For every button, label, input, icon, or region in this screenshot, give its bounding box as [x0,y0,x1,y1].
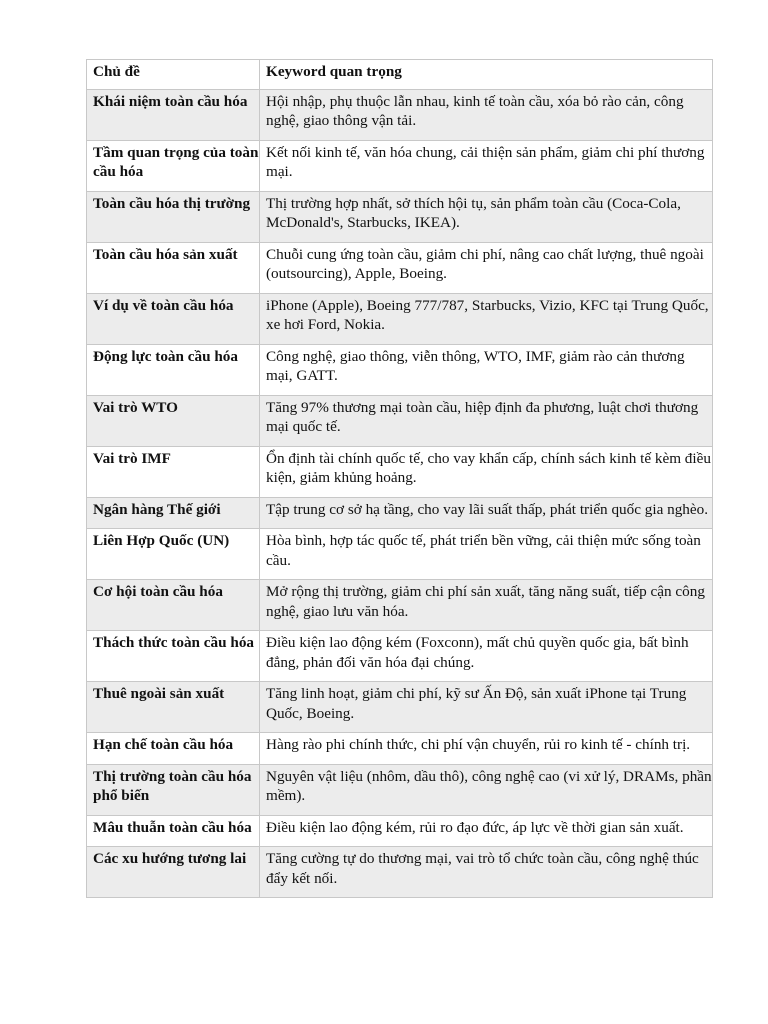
table-row [87,580,713,631]
table-row [87,847,713,898]
table-row [87,631,713,682]
keywords-cell [260,446,713,497]
keywords-cell [260,815,713,847]
table-row [87,733,713,765]
keywords-cell [260,242,713,293]
keywords-cell [260,293,713,344]
table-row [87,344,713,395]
keywords-cell [260,529,713,580]
table-row [87,446,713,497]
topic-text: Vai trò IMF [93,449,171,467]
topic-text: Động lực toàn cầu hóa [93,347,238,365]
keywords-cell [260,140,713,191]
table-row [87,140,713,191]
keywords-text: Nguyên vật liệu (nhôm, dầu thô), công nghệ cao (vi xử lý, DRAMs, phần mềm). [266,767,712,804]
topic-cell [87,344,260,395]
keywords-text: Tăng linh hoạt, giảm chi phí, kỹ sư Ấn Độ, sản xuất iPhone tại Trung Quốc, Boeing. [266,685,687,722]
keywords-cell [260,89,713,140]
keywords-cell [260,497,713,529]
table-row [87,764,713,815]
topic-text: Các xu hướng tương lai [93,850,247,867]
keywords-text: Tăng 97% thương mại toàn cầu, hiệp định đa phương, luật chơi thương mại quốc tế. [266,398,699,435]
topic-cell [87,89,260,140]
keywords-cell [260,191,713,242]
topic-cell [87,764,260,815]
topic-text: Cơ hội toàn cầu hóa [93,583,223,600]
topic-cell [87,242,260,293]
keywords-text: Hội nhập, phụ thuộc lẫn nhau, kinh tế toàn cầu, xóa bỏ rào cản, công nghệ, giao thông vận tải. [266,92,684,129]
topic-text: Thị trường toàn cầu hóa phổ biến [93,767,252,804]
topic-text: Thách thức toàn cầu hóa [93,634,255,651]
topic-text: Vai trò WTO [93,398,178,416]
topic-cell [87,580,260,631]
topic-cell [87,140,260,191]
table-row [87,293,713,344]
table-row [87,395,713,446]
header-topic-label: Chủ đề [93,63,140,80]
table-row [87,815,713,847]
keywords-cell [260,764,713,815]
keywords-text: Ổn định tài chính quốc tế, cho vay khẩn cấp, chính sách kinh tế kèm điều kiện, giảm khủng hoảng. [266,449,711,486]
topic-cell [87,497,260,529]
table-body [87,60,713,898]
table-row [87,191,713,242]
header-cell-keywords [260,60,713,90]
topic-cell [87,682,260,733]
topic-cell [87,815,260,847]
topic-text: Ví dụ về toàn cầu hóa [93,296,234,314]
topic-text: Liên Hợp Quốc (UN) [93,532,230,549]
topic-text: Mâu thuẫn toàn cầu hóa [93,818,252,836]
topic-text: Khái niệm toàn cầu hóa [93,92,248,110]
table-row [87,529,713,580]
keywords-text: Chuỗi cung ứng toàn cầu, giảm chi phí, nâng cao chất lượng, thuê ngoài (outsourcing), Apple, Boeing. [266,245,704,282]
topic-text: Thuê ngoài sản xuất [93,685,225,702]
topic-cell [87,529,260,580]
keywords-text: Điều kiện lao động kém, rủi ro đạo đức, áp lực về thời gian sản xuất. [266,818,684,836]
topic-text: Toàn cầu hóa thị trường [93,194,251,212]
topic-cell [87,631,260,682]
keywords-text: iPhone (Apple), Boeing 777/787, Starbucks, Vizio, KFC tại Trung Quốc, xe hơi Ford, Nokia. [266,296,709,333]
keywords-text: Thị trường hợp nhất, sở thích hội tụ, sản phẩm toàn cầu (Coca-Cola, McDonald's, Starbucks, IKEA). [266,194,681,231]
topic-text: Ngân hàng Thế giới [93,500,221,518]
keywords-cell [260,847,713,898]
topic-cell [87,395,260,446]
keywords-cell [260,682,713,733]
keywords-text: Tập trung cơ sở hạ tầng, cho vay lãi suất thấp, phát triển quốc gia nghèo. [266,500,709,518]
topic-cell [87,293,260,344]
table-header-row [87,60,713,90]
keywords-cell [260,631,713,682]
table-row [87,242,713,293]
table-row [87,89,713,140]
header-cell-topic [87,60,260,90]
topic-cell [87,446,260,497]
table-row [87,497,713,529]
keywords-text: Hàng rào phi chính thức, chi phí vận chuyển, rủi ro kinh tế - chính trị. [266,736,691,753]
keywords-text: Tăng cường tự do thương mại, vai trò tổ chức toàn cầu, công nghệ thúc đẩy kết nối. [266,850,699,887]
header-keywords-label: Keyword quan trọng [266,63,402,80]
keywords-text: Công nghệ, giao thông, viễn thông, WTO, IMF, giảm rào cản thương mại, GATT. [266,347,685,384]
keywords-cell [260,733,713,765]
topic-cell [87,733,260,765]
topic-cell [87,847,260,898]
keywords-cell [260,395,713,446]
topic-cell [87,191,260,242]
table-row [87,682,713,733]
topic-text: Hạn chế toàn cầu hóa [93,736,234,753]
keywords-text: Điều kiện lao động kém (Foxconn), mất chủ quyền quốc gia, bất bình đẳng, phản đối văn hóa đại chúng. [266,634,689,671]
keywords-cell [260,344,713,395]
keywords-text: Mở rộng thị trường, giảm chi phí sản xuất, tăng năng suất, tiếp cận công nghệ, giao lưu văn hóa. [266,583,705,620]
topic-text: Toàn cầu hóa sản xuất [93,245,238,263]
keyword-table [86,59,713,898]
keywords-text: Kết nối kinh tế, văn hóa chung, cải thiện sản phẩm, giảm chi phí thương mại. [266,143,705,180]
keywords-cell [260,580,713,631]
topic-text: Tầm quan trọng của toàn cầu hóa [93,143,259,180]
keywords-text: Hòa bình, hợp tác quốc tế, phát triển bền vững, cải thiện mức sống toàn cầu. [266,532,701,569]
